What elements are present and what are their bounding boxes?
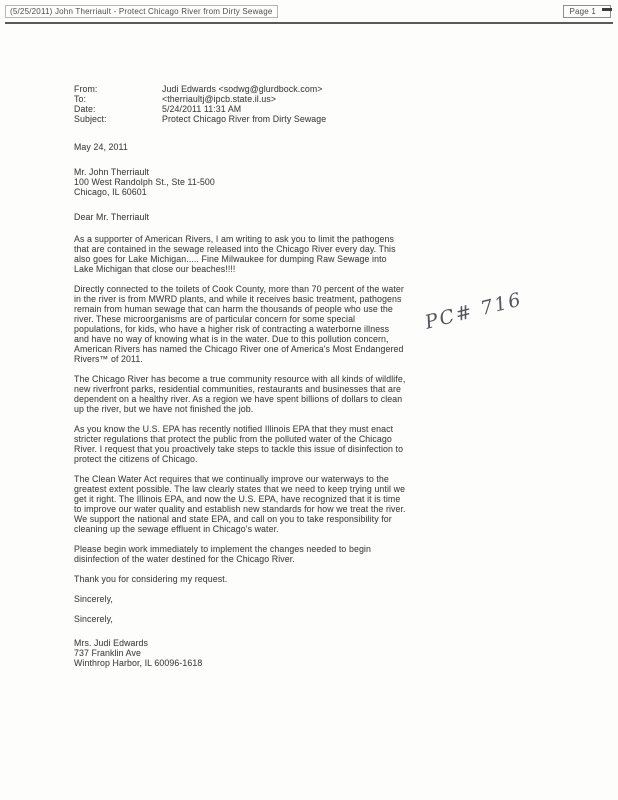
body-paragraph: Directly connected to the toilets of Cook County, more than 70 percent of the water in the river is from MWRD plants, and while it receives basic treatment, pathogens remain from human sewage that can harm the thousands of people who use the river. These microorganisms are of particular concern for some special populations, for kids, who have a higher risk of contracting a waterborne illness and have no way of knowing what is in the water. Due to this pollution concern, American Rivers has named the Chicago River one of America's Most Endangered Rivers™ of 2011. [74, 284, 404, 364]
recipient-street: 100 West Randolph St., Ste 11-500 [74, 177, 215, 187]
body-paragraph: The Clean Water Act requires that we continually improve our waterways to the greatest extent possible. The law clearly states that we need to keep trying until we get it right. The Illinois EPA, and now the U.S. EPA, have recognized that it is time to improve our water quality and establish new standards for how we treat the river. We support the national and state EPA, and call on you to take responsibility for cleaning up the sewage effluent in Chicago's water. [74, 474, 406, 534]
body-paragraph: As a supporter of American Rivers, I am writing to ask you to limit the pathogens that are contained in the sewage released into the Chicago River every day. This also goes for Lake Michigan..... Fine Milwaukee for dumping Raw Sewage into Lake Michigan that close our beaches!!!! [74, 234, 396, 274]
header-title: (5/25/2011) John Therriault - Protect Chicago River from Dirty Sewage [5, 5, 278, 18]
signature-street: 737 Franklin Ave [74, 648, 141, 658]
body-paragraph: Please begin work immediately to implement the changes needed to begin disinfection of the water destined for the Chicago River. [74, 544, 371, 564]
print-header [5, 5, 613, 24]
email-subject-row [74, 114, 406, 124]
handwritten-annotation: PC# 716 [422, 288, 525, 334]
email-subject-label: Subject: [74, 114, 107, 124]
recipient-city: Chicago, IL 60601 [74, 187, 147, 197]
letter-date: May 24, 2011 [74, 142, 128, 152]
signature-block [74, 638, 406, 668]
letter-content [74, 84, 406, 668]
signature-city: Winthrop Harbor, IL 60096-1618 [74, 658, 203, 668]
email-to-label: To: [74, 94, 87, 104]
recipient-address [74, 167, 406, 197]
closing-line: Sincerely, [74, 594, 113, 604]
email-from-value: Judi Edwards <sodwg@glurdbock.com> [162, 84, 323, 94]
email-subject-value: Protect Chicago River from Dirty Sewage [162, 114, 327, 124]
body-paragraph: The Chicago River has become a true community resource with all kinds of wildlife, new riverfront parks, residential communities, restaurants and businesses that are dependent on a healthy river. As a region we have spent billions of dollars to clean up the river, but we have not finished the job. [74, 374, 406, 414]
body-paragraph: Thank you for considering my request. [74, 574, 228, 584]
email-date-row [74, 104, 406, 114]
recipient-name: Mr. John Therriault [74, 167, 150, 177]
email-to-value: <therriaultj@ipcb.state.il.us> [162, 94, 277, 104]
closing-line: Sincerely, [74, 614, 113, 624]
email-date-label: Date: [74, 104, 96, 114]
email-to-row [74, 94, 406, 104]
salutation: Dear Mr. Therriault [74, 212, 150, 222]
header-page-number: Page 1 [563, 5, 611, 18]
signature-name: Mrs. Judi Edwards [74, 638, 149, 648]
email-date-value: 5/24/2011 11:31 AM [162, 104, 242, 114]
body-paragraph: As you know the U.S. EPA has recently notified Illinois EPA that they must enact stricter regulations that protect the public from the polluted water of the Chicago River. I request that you proactively take steps to tackle this issue of disinfection to protect the citizens of Chicago. [74, 424, 404, 464]
email-from-row [74, 84, 406, 94]
email-header-block [74, 84, 406, 124]
email-from-label: From: [74, 84, 98, 94]
scan-artifact [602, 8, 612, 11]
